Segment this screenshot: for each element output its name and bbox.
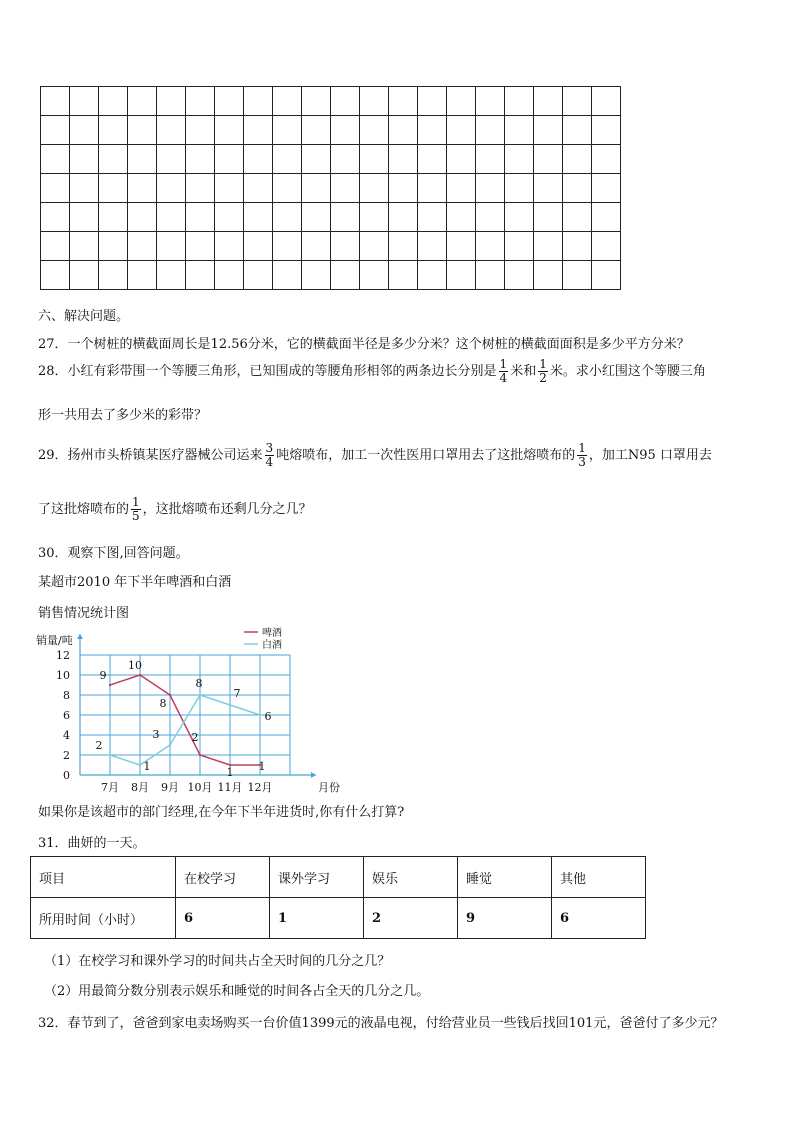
grid-cell: [186, 203, 215, 232]
grid-cell: [215, 232, 244, 261]
grid-cell: [418, 203, 447, 232]
grid-cell: [41, 116, 70, 145]
section-heading: 六、解决问题。: [38, 309, 130, 324]
grid-cell: [505, 145, 534, 174]
grid-cell: [302, 145, 331, 174]
y-tick-label: 12: [56, 649, 70, 662]
grid-cell: [273, 116, 302, 145]
grid-cell: [534, 145, 563, 174]
table-cell: 课外学习: [270, 857, 364, 898]
grid-cell: [563, 116, 592, 145]
grid-cell: [70, 174, 99, 203]
grid-cell: [302, 116, 331, 145]
fraction: $\frac{1}{2}$: [539, 357, 547, 385]
grid-cell: [157, 232, 186, 261]
grid-cell: [157, 261, 186, 290]
grid-cell: [505, 87, 534, 116]
grid-cell: [128, 116, 157, 145]
grid-cell: [128, 261, 157, 290]
table-header-row: [31, 857, 646, 898]
grid-cell: [244, 116, 273, 145]
grid-cell: [273, 87, 302, 116]
x-tick-label: 7月: [101, 781, 119, 794]
grid-cell: [360, 116, 389, 145]
question-30-prompt: 如果你是该超市的部门经理,在今年下半年进货时,你有什么打算?: [38, 805, 405, 820]
x-tick-label: 8月: [131, 781, 149, 794]
table-cell: 其他: [552, 857, 646, 898]
grid-cell: [99, 87, 128, 116]
grid-cell: [360, 203, 389, 232]
table-cell: 睡觉: [458, 857, 552, 898]
grid-cell: [505, 261, 534, 290]
y-tick-label: 4: [63, 729, 70, 742]
legend-label: 啤酒: [262, 628, 282, 639]
data-point: [199, 754, 201, 756]
grid-cell: [534, 232, 563, 261]
grid-cell: [70, 203, 99, 232]
grid-cell: [331, 232, 360, 261]
grid-cell: [186, 232, 215, 261]
data-label: 3: [152, 728, 160, 741]
grid-cell: [157, 145, 186, 174]
data-point: [229, 704, 231, 706]
grid-cell: [331, 174, 360, 203]
grid-cell: [418, 261, 447, 290]
grid-cell: [592, 87, 621, 116]
grid-cell: [99, 261, 128, 290]
x-tick-label: 10月: [187, 781, 213, 794]
question-27: 27．一个树桩的横截面周长是12.56分米，它的横截面半径是多少分米？这个树桩的横截面面积是多少平方分米？: [38, 337, 690, 352]
grid-cell: [534, 87, 563, 116]
grid-cell: [41, 145, 70, 174]
grid-cell: [447, 174, 476, 203]
question-31: 31．曲妍的一天。: [38, 836, 146, 851]
grid-cell: [418, 174, 447, 203]
data-label: 1: [258, 760, 266, 773]
grid-cell: [157, 87, 186, 116]
grid-cell: [592, 116, 621, 145]
grid-cell: [331, 145, 360, 174]
grid-cell: [534, 203, 563, 232]
grid-cell: [186, 116, 215, 145]
question-30: 30．观察下图,回答问题。: [38, 546, 189, 561]
grid-cell: [70, 261, 99, 290]
fraction: $\frac{1}{4}$: [499, 357, 508, 385]
grid-cell: [389, 232, 418, 261]
grid-cell: [563, 203, 592, 232]
grid-cell: [157, 174, 186, 203]
grid-cell: [157, 116, 186, 145]
grid-cell: [273, 203, 302, 232]
y-tick-label: 10: [56, 669, 70, 682]
grid-cell: [70, 116, 99, 145]
grid-cell: [273, 232, 302, 261]
y-axis-arrow: [77, 634, 83, 639]
grid-cell: [70, 87, 99, 116]
data-point: [169, 744, 171, 746]
grid-cell: [360, 174, 389, 203]
question-28: 28．小红有彩带围一个等腰三角形，已知围成的等腰角形相邻的两条边长分别是 $\frac{1}{4}$ 米和 $\frac{1}{2}$ 米。求小红围这个等腰三角: [38, 357, 706, 385]
grid-cell: [302, 174, 331, 203]
question-28-line2: 形一共用去了多少米的彩带？: [38, 408, 208, 423]
grid-cell: [476, 261, 505, 290]
grid-cell: [360, 261, 389, 290]
grid-cell: [186, 174, 215, 203]
grid-cell: [41, 174, 70, 203]
grid-cell: [476, 232, 505, 261]
table-cell: 项目: [31, 857, 176, 898]
grid-cell: [418, 232, 447, 261]
data-point: [169, 694, 171, 696]
grid-cell: [563, 145, 592, 174]
grid-cell: [99, 145, 128, 174]
y-tick-label: 2: [63, 749, 70, 762]
data-point: [259, 714, 261, 716]
grid-cell: [534, 261, 563, 290]
grid-cell: [563, 261, 592, 290]
grid-cell: [447, 232, 476, 261]
grid-cell: [331, 203, 360, 232]
data-label: 7: [233, 687, 241, 700]
grid-cell: [360, 232, 389, 261]
grid-cell: [592, 203, 621, 232]
grid-cell: [302, 87, 331, 116]
grid-cell: [99, 116, 128, 145]
table-cell: 1: [270, 898, 364, 939]
grid-cell: [302, 203, 331, 232]
grid-cell: [389, 87, 418, 116]
y-tick-label: 0: [63, 769, 70, 782]
grid-cell: [215, 261, 244, 290]
grid-cell: [128, 145, 157, 174]
grid-cell: [244, 261, 273, 290]
question-32: 32．春节到了，爸爸到家电卖场购买一台价值1399元的液晶电视，付给营业员一些钱后找回101元，爸爸付了多少元？: [38, 1016, 724, 1031]
grid-cell: [476, 145, 505, 174]
grid-cell: [447, 261, 476, 290]
grid-cell: [41, 203, 70, 232]
grid-cell: [128, 174, 157, 203]
data-label: 2: [95, 739, 103, 752]
chart-title-line1: 某超市2010 年下半年啤酒和白酒: [38, 575, 232, 590]
grid-cell: [592, 261, 621, 290]
grid-cell: [273, 261, 302, 290]
grid-cell: [389, 203, 418, 232]
grid-cell: [505, 232, 534, 261]
grid-cell: [244, 145, 273, 174]
data-label: 8: [195, 677, 203, 690]
data-point: [109, 684, 111, 686]
x-axis-arrow: [311, 772, 316, 778]
grid-cell: [476, 116, 505, 145]
data-label: 2: [191, 731, 199, 744]
y-tick-label: 8: [63, 689, 70, 702]
chart-title-line2: 销售情况统计图: [38, 606, 130, 621]
fraction: $\frac{3}{4}$: [265, 441, 274, 469]
question-31-part2: （2）用最简分数分别表示娱乐和睡觉的时间各占全天的几分之几。: [44, 984, 430, 999]
grid-cell: [331, 87, 360, 116]
grid-cell: [244, 203, 273, 232]
table-cell: 6: [552, 898, 646, 939]
question-29: 29．扬州市头桥镇某医疗器械公司运来 $\frac{3}{4}$ 吨熔喷布，加工一次性医用口罩用去了这批熔喷布的 $\frac{1}{3}$ ，加工N95 口罩用去: [38, 441, 712, 469]
x-tick-label: 9月: [161, 781, 179, 794]
data-label: 9: [99, 669, 107, 682]
grid-cell: [99, 174, 128, 203]
table-cell: 在校学习: [176, 857, 270, 898]
grid-cell: [360, 87, 389, 116]
x-axis-label: 月份: [318, 781, 340, 794]
grid-cell: [534, 174, 563, 203]
data-point: [139, 764, 141, 766]
grid-cell: [186, 261, 215, 290]
grid-cell: [389, 116, 418, 145]
grid-cell: [389, 145, 418, 174]
grid-cell: [41, 261, 70, 290]
table-cell: 2: [364, 898, 458, 939]
grid-cell: [302, 232, 331, 261]
grid-cell: [331, 261, 360, 290]
x-tick-label: 12月: [247, 781, 273, 794]
grid-cell: [476, 203, 505, 232]
table-cell: 9: [458, 898, 552, 939]
grid-cell: [418, 145, 447, 174]
y-axis-label: 销量/吨: [36, 634, 73, 647]
grid-cell: [592, 232, 621, 261]
legend-label: 白酒: [262, 640, 282, 651]
grid-cell: [41, 232, 70, 261]
grid-cell: [505, 203, 534, 232]
grid-cell: [70, 232, 99, 261]
grid-cell: [476, 87, 505, 116]
answer-grid: [40, 86, 621, 290]
data-label: 1: [143, 760, 151, 773]
data-label: 10: [128, 659, 142, 672]
table-row: [31, 898, 646, 939]
grid-cell: [592, 145, 621, 174]
grid-cell: [360, 145, 389, 174]
fraction: $\frac{1}{5}$: [132, 495, 140, 523]
table-cell: 6: [176, 898, 270, 939]
grid-cell: [128, 203, 157, 232]
grid-cell: [128, 87, 157, 116]
data-point: [139, 674, 141, 676]
grid-cell: [215, 203, 244, 232]
grid-cell: [389, 174, 418, 203]
grid-cell: [215, 116, 244, 145]
data-point: [109, 754, 111, 756]
data-point: [199, 694, 201, 696]
grid-cell: [41, 87, 70, 116]
fraction: $\frac{1}{3}$: [578, 441, 586, 469]
data-label: 1: [226, 766, 234, 779]
grid-cell: [186, 87, 215, 116]
line-chart: [36, 626, 340, 796]
grid-cell: [447, 203, 476, 232]
grid-cell: [244, 174, 273, 203]
grid-cell: [99, 232, 128, 261]
time-table: [30, 856, 646, 939]
grid-cell: [418, 116, 447, 145]
grid-cell: [592, 174, 621, 203]
y-tick-label: 6: [63, 709, 70, 722]
grid-cell: [563, 232, 592, 261]
grid-cell: [186, 145, 215, 174]
grid-cell: [99, 203, 128, 232]
grid-cell: [389, 261, 418, 290]
grid-cell: [563, 174, 592, 203]
grid-cell: [273, 174, 302, 203]
grid-cell: [534, 116, 563, 145]
grid-cell: [447, 116, 476, 145]
grid-cell: [157, 203, 186, 232]
grid-cell: [418, 87, 447, 116]
grid-cell: [215, 174, 244, 203]
grid-cell: [70, 145, 99, 174]
grid-cell: [476, 174, 505, 203]
table-cell: 娱乐: [364, 857, 458, 898]
grid-cell: [447, 145, 476, 174]
grid-cell: [447, 87, 476, 116]
grid-cell: [215, 87, 244, 116]
grid-cell: [331, 116, 360, 145]
grid-cell: [505, 174, 534, 203]
data-label: 6: [264, 710, 272, 723]
grid-cell: [302, 261, 331, 290]
x-tick-label: 11月: [217, 781, 243, 794]
grid-cell: [128, 232, 157, 261]
question-29-line2: 了这批熔喷布的 $\frac{1}{5}$ ，这批熔喷布还剩几分之几？: [38, 495, 312, 523]
grid-cell: [244, 232, 273, 261]
grid-cell: [244, 87, 273, 116]
grid-cell: [505, 116, 534, 145]
table-cell: 所用时间（小时）: [31, 898, 176, 939]
question-31-part1: （1）在校学习和课外学习的时间共占全天时间的几分之几？: [44, 954, 391, 969]
grid-cell: [215, 145, 244, 174]
data-label: 8: [159, 697, 167, 710]
grid-cell: [273, 145, 302, 174]
grid-cell: [563, 87, 592, 116]
